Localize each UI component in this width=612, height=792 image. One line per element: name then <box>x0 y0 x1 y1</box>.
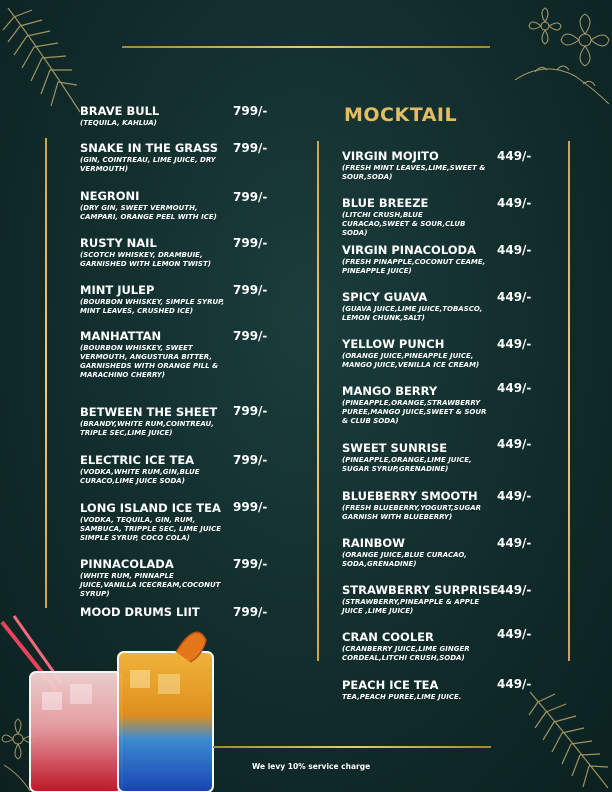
item-name: SPICY GUAVA <box>342 290 428 304</box>
item-description: (FRESH MINT LEAVES,LIME,SWEET & SOUR,SODA) <box>342 164 486 181</box>
mocktail-item-strawberry-surprise <box>342 583 499 616</box>
mocktail-item-mango-berry <box>342 385 490 426</box>
mocktail-item-virgin-mojito <box>342 150 490 182</box>
cocktail-item-electric-ice-tea <box>80 454 230 486</box>
item-name: PINNACOLADA <box>80 557 174 571</box>
center-gold-divider <box>317 141 319 661</box>
item-name: BETWEEN THE SHEET <box>80 405 218 419</box>
item-price: 799/- <box>233 557 268 571</box>
item-price: 799/- <box>233 141 268 155</box>
item-price: 799/- <box>233 329 268 343</box>
item-name: SWEET SUNRISE <box>342 441 448 455</box>
item-name: SNAKE IN THE GRASS <box>80 141 219 155</box>
cocktail-item-manhattan <box>80 330 230 380</box>
item-price: 449/- <box>497 583 532 597</box>
item-price: 449/- <box>497 437 532 451</box>
item-name: BLUEBERRY SMOOTH <box>342 489 478 503</box>
item-price: 449/- <box>497 290 532 304</box>
item-name: MANHATTAN <box>80 329 162 343</box>
floral-decoration-top-right <box>505 0 612 110</box>
item-price: 449/- <box>497 149 532 163</box>
item-name: CRAN COOLER <box>342 630 434 644</box>
item-price: 799/- <box>233 190 268 204</box>
item-name: PEACH ICE TEA <box>342 678 439 692</box>
mocktail-item-peach-ice-tea <box>342 679 490 702</box>
item-name: RUSTY NAIL <box>80 236 157 250</box>
item-name: RAINBOW <box>342 536 405 550</box>
item-description: (VODKA,WHITE RUM,GIN,BLUE CURACO,LIME JUICE SODA) <box>80 468 200 485</box>
item-description: (DRY GIN, SWEET VERMOUTH, CAMPARI, ORANGE PEEL WITH ICE) <box>80 204 217 221</box>
item-description: (ORANGE JUICE,BLUE CURACAO, SODA,GRENADINE) <box>342 551 467 568</box>
item-price: 799/- <box>233 104 268 118</box>
service-charge-note: We levy 10% service charge <box>252 762 371 771</box>
item-name: LONG ISLAND ICE TEA <box>80 501 221 515</box>
item-price: 799/- <box>233 236 268 250</box>
item-price: 449/- <box>497 196 532 210</box>
item-description: TEA,PEACH PUREE,LIME JUICE. <box>342 693 462 701</box>
left-gold-border <box>45 138 47 608</box>
item-price: 449/- <box>497 381 532 395</box>
palm-leaf-decoration-bottom-right <box>520 688 612 792</box>
bottom-gold-rule <box>213 746 491 748</box>
item-description: (PINEAPPLE,ORANGE,LIME JUICE, SUGAR SYRUP,GRENADINE) <box>342 456 472 473</box>
cocktail-item-rusty-nail <box>80 237 230 269</box>
item-price: 449/- <box>497 337 532 351</box>
item-price: 799/- <box>233 605 268 619</box>
cocktail-item-pinnacolada <box>80 558 230 599</box>
cocktail-item-between-the-sheet <box>80 406 230 438</box>
item-price: 999/- <box>233 500 268 514</box>
item-price: 449/- <box>497 489 532 503</box>
item-name: MINT JULEP <box>80 283 155 297</box>
cocktail-item-mint-julep <box>80 284 230 316</box>
cocktail-glasses-illustration <box>0 612 220 792</box>
mocktail-item-rainbow <box>342 537 490 569</box>
cocktail-item-mood-drums-liit <box>80 606 230 619</box>
mocktail-item-virgin-pinacoloda <box>342 244 490 276</box>
item-name: MANGO BERRY <box>342 384 438 398</box>
item-description: (TEQUILA, KAHLUA) <box>80 119 157 127</box>
item-description: (VODKA, TEQUILA, GIN, RUM, SAMBUCA, TRIPPLE SEC, LIME JUICE SIMPLE SYRUP, COCO COLA) <box>80 516 222 542</box>
item-description: (ORANGE JUICE,PINEAPPLE JUICE, MANGO JUICE,VENILLA ICE CREAM) <box>342 352 480 369</box>
mocktail-item-blueberry-smooth <box>342 490 490 522</box>
item-description: (WHITE RUM, PINNAPLE JUICE,VANILLA ICECREAM,COCONUT SYRUP) <box>80 572 221 598</box>
right-gold-border <box>568 141 570 661</box>
mocktail-item-sweet-sunrise <box>342 442 490 474</box>
item-price: 449/- <box>497 677 532 691</box>
item-price: 449/- <box>497 627 532 641</box>
cocktail-item-snake-in-the-grass <box>80 142 230 174</box>
item-description: (BRANDY,WHITE RUM,COINTREAU, TRIPLE SEC,LIME JUICE) <box>80 420 214 437</box>
item-description: (GUAVA JUICE,LIME JUICE,TOBASCO, LEMON CHUNK,SALT) <box>342 305 483 322</box>
item-price: 449/- <box>497 243 532 257</box>
item-name: ELECTRIC ICE TEA <box>80 453 195 467</box>
item-name: BRAVE BULL <box>80 104 160 118</box>
top-gold-rule <box>122 46 490 48</box>
item-description: (LITCHI CRUSH,BLUE CURACAO,SWEET & SOUR,CLUB SODA) <box>342 211 466 237</box>
item-name: BLUE BREEZE <box>342 196 429 210</box>
item-description: (CRANBERRY JUICE,LIME GINGER CORDEAL,LITCHI CRUSH,SODA) <box>342 645 470 662</box>
cocktail-item-negroni <box>80 190 230 222</box>
mocktail-item-blue-breeze <box>342 197 490 238</box>
item-price: 799/- <box>233 404 268 418</box>
mocktail-item-yellow-punch <box>342 338 490 370</box>
item-description: (BOURBON WHISKEY, SWEET VERMOUTH, ANGUSTURA BITTER, GARNISHEDS WITH ORANGE PILL & MARACHINO CHERRY) <box>80 344 219 379</box>
item-description: (FRESH PINAPPLE,COCONUT CEAME, PINEAPPLE JUICE) <box>342 258 486 275</box>
item-description: (PINEAPPLE,ORANGE,STRAWBERRY PUREE,MANGO JUICE,SWEET & SOUR & CLUB SODA) <box>342 399 487 425</box>
item-name: STRAWBERRY SURPRISE <box>342 583 499 597</box>
mocktail-item-cran-cooler <box>342 631 490 663</box>
item-name: YELLOW PUNCH <box>342 337 445 351</box>
cocktail-item-long-island-ice-tea <box>80 502 230 543</box>
item-description: (FRESH BLUEBERRY,YOGURT,SUGAR GARNISH WITH BLUEBERRY) <box>342 504 482 521</box>
mocktail-item-spicy-guava <box>342 291 490 323</box>
item-description: (STRAWBERRY,PINEAPPLE & APPLE JUICE ,LIME JUICE) <box>342 598 480 615</box>
item-name: NEGRONI <box>80 189 140 203</box>
item-name: VIRGIN PINACOLODA <box>342 243 476 257</box>
item-name: VIRGIN MOJITO <box>342 149 439 163</box>
palm-leaf-decoration-top-left <box>0 0 95 115</box>
item-description: (BOURBON WHISKEY, SIMPLE SYRUP, MINT LEAVES, CRUSHED ICE) <box>80 298 225 315</box>
cocktail-item-brave-bull <box>80 105 230 128</box>
item-description: (SCOTCH WHISKEY, DRAMBUIE, GARNISHED WITH LEMON TWIST) <box>80 251 211 268</box>
item-description: (GIN, COINTREAU, LIME JUICE, DRY VERMOUTH) <box>80 156 216 173</box>
item-name: MOOD DRUMS LIIT <box>80 605 200 619</box>
item-price: 449/- <box>497 536 532 550</box>
item-price: 799/- <box>233 453 268 467</box>
item-price: 799/- <box>233 283 268 297</box>
mocktail-heading: MOCKTAIL <box>344 104 458 126</box>
